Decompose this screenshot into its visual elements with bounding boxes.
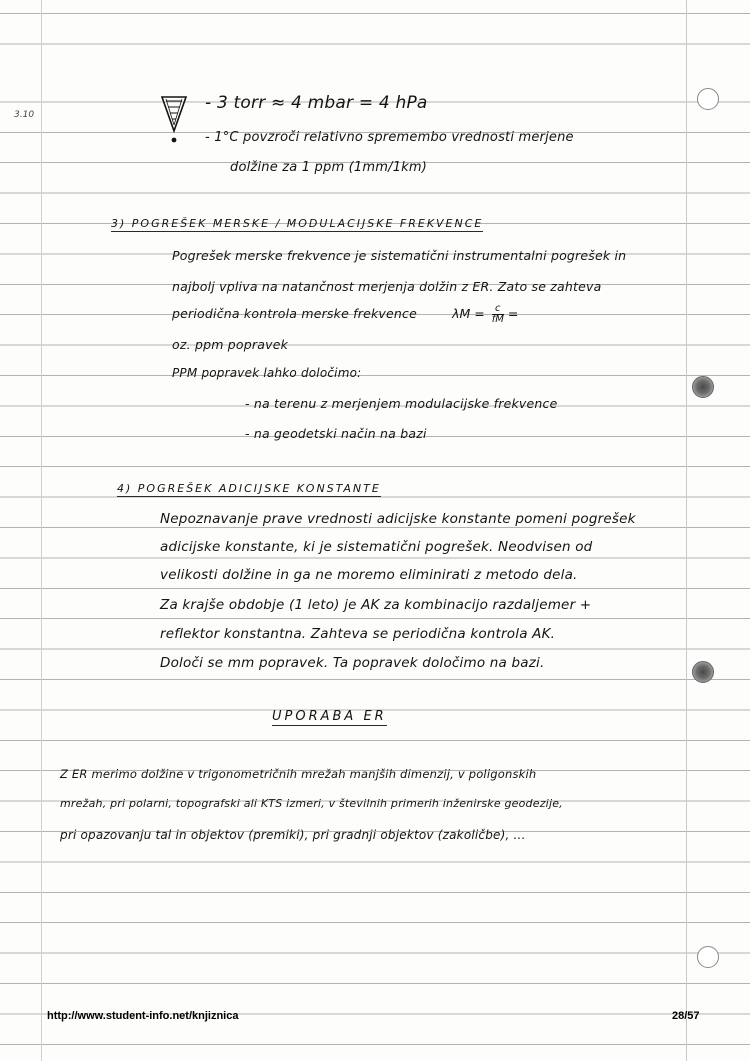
usage-line-3: pri opazovanju tal in objektov (premiki), pri gradnji objektov (zakoličbe), ... [60, 828, 526, 842]
binder-hole-top [697, 88, 719, 110]
section3-line-3: periodična kontrola merske frekvence [172, 306, 417, 321]
section3-heading: 3) POGREŠEK MERSKE / MODULACIJSKE FREKVENCE [111, 217, 484, 230]
note-ppm: dolžine za 1 ppm (1mm/1km) [230, 160, 428, 175]
usage-heading: UPORABA ER [272, 709, 387, 724]
formula-denominator: fM [491, 314, 504, 325]
section3-line-2: najbolj vpliva na natančnost merjenja dolžin z ER. Zato se zahteva [172, 279, 602, 294]
section3-line-1: Pogrešek merske frekvence je sistematični instrumentalni pogrešek in [172, 248, 627, 263]
section3-line-3-row [172, 303, 519, 325]
note-pressure: - 3 torr ≈ 4 mbar = 4 hPa [205, 93, 428, 113]
page-number: 28/57 [672, 1010, 700, 1022]
usage-line-2: mrežah, pri polarni, topografski ali KTS izmeri, v številnih primerih inženirske geodezije, [60, 797, 563, 810]
wavelength-formula [452, 303, 519, 325]
section4-line-1: Nepoznavanje prave vrednosti adicijske konstante pomeni pogrešek [160, 511, 636, 527]
section4-line-2: adicijske konstante, ki je sistematični pogrešek. Neodvisen od [160, 539, 593, 555]
warning-triangle-icon [160, 95, 188, 149]
binder-hole-upper [692, 376, 714, 398]
binder-hole-lower [692, 661, 714, 683]
section3-line-4: oz. ppm popravek [172, 337, 289, 352]
section-number: 3.10 [14, 110, 35, 120]
section4-heading: 4) POGREŠEK ADICIJSKE KONSTANTE [117, 482, 381, 495]
formula-numerator: c [492, 304, 504, 315]
section3-line-6: - na terenu z merjenjem modulacijske frekvence [245, 396, 558, 411]
section4-line-3: velikosti dolžine in ga ne moremo eliminirati z metodo dela. [160, 567, 578, 583]
section4-line-6: Določi se mm popravek. Ta popravek določimo na bazi. [160, 655, 545, 671]
section4-line-4: Za krajše obdobje (1 leto) je AK za kombinacijo razdaljemer + [160, 597, 592, 613]
note-temperature: - 1°C povzroči relativno spremembo vrednosti merjene [205, 130, 574, 145]
footer-url-link[interactable]: http://www.student-info.net/knjiznica [47, 1010, 239, 1022]
formula-rhs: = [507, 306, 519, 321]
section3-line-7: - na geodetski način na bazi [245, 426, 427, 441]
binder-hole-bottom [697, 946, 719, 968]
usage-line-1: Z ER merimo dolžine v trigonometričnih mrežah manjših dimenzij, v poligonskih [60, 767, 537, 781]
section4-line-5: reflektor konstantna. Zahteva se periodična kontrola AK. [160, 626, 556, 642]
formula-fraction [492, 304, 504, 325]
formula-lhs: λM = [452, 306, 485, 321]
section3-line-5: PPM popravek lahko določimo: [172, 366, 362, 380]
